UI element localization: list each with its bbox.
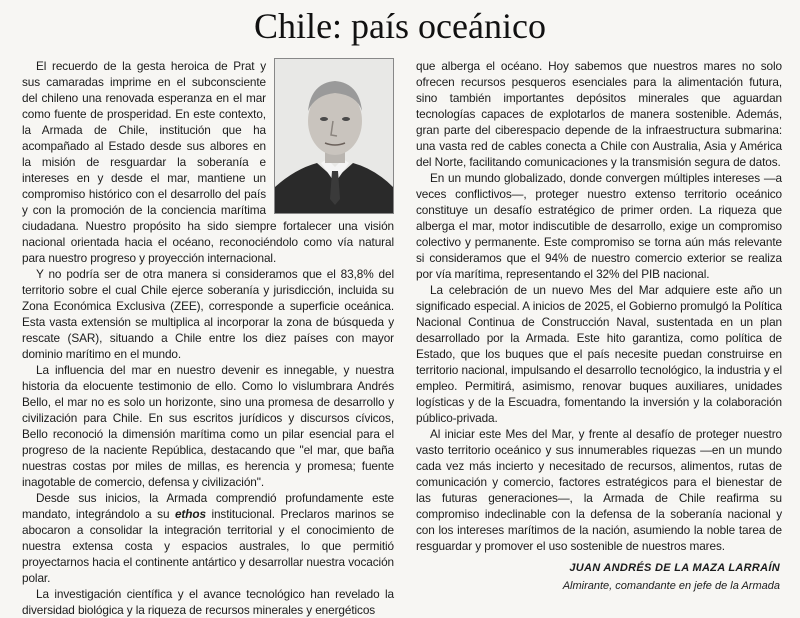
- author-role: Almirante, comandante en jefe de la Armada: [562, 580, 780, 592]
- article-title: Chile: país oceánico: [254, 6, 546, 46]
- paragraph: Al iniciar este Mes del Mar, y frente al desafío de proteger nuestro vasto territorio oceánico y sus innumerables riquezas —en un mundo cada vez más incierto y necesitado de recursos, alimentos, rutas de comunicación y comercio, factores estratégicos para el bienestar de las futuras generaciones—, la Armada de Chile reafirma su compromiso indeclinable con la defensa de la soberanía nacional y con los intereses marítimos de la nación, asumiendo la noble tarea de resguardar y promover el uso sostenible de nuestros mares.: [416, 427, 782, 553]
- ethos-emphasis: ethos: [174, 507, 206, 521]
- author-portrait-icon: [275, 59, 393, 213]
- paragraph: [22, 490, 394, 586]
- author-photo: [274, 58, 394, 214]
- author-name: JUAN ANDRÉS DE LA MAZA LARRAÍN: [569, 562, 780, 574]
- paragraph-text: Desde sus inicios, la Armada comprendió profundamente este mandato, integrándolo a su: [22, 491, 394, 521]
- paragraph: Y no podría ser de otra manera si consideramos que el 83,8% del territorio sobre el cual Chile ejerce soberanía y jurisdicción, incluida su Zona Económica Exclusiva (ZEE), corresponde a superficie oceánica. Esta vasta extensión se multiplica al incorporar la zona de búsqueda y rescate (SAR), situando a Chile entre los diez países con mayor dominio marítimo en el mundo.: [22, 267, 394, 361]
- paragraph: que alberga el océano. Hoy sabemos que nuestros mares no solo ofrecen recursos pesqueros esenciales para la alimentación futura, sino también importantes depósitos minerales que aguardan tecnologías capaces de explotarlos de manera sostenible. Además, gran parte del ciberespacio depende de la infraestructura submarina: una vasta red de cables conecta a Chile con Australia, Asia y América del Norte, facilitando comunicaciones y la transmisión segura de datos.: [416, 59, 782, 169]
- paragraph: La influencia del mar en nuestro devenir es innegable, y nuestra historia da elocuente testimonio de ello. Como lo vislumbrara Andrés Bello, el mar no es solo un horizonte, sino una promesa de desarrollo y civilización para Chile. En sus escritos jurídicos y discursos cívicos, Bello reconoció la dimensión marítima como un pilar esencial para el progreso de la naciente República, destacando que "el mar, que baña nuestras costas por miles de millas, es herencia y promesa; fuente inagotable de comercio, defensa y civilización".: [22, 363, 394, 489]
- article-column-left: [22, 58, 394, 617]
- paragraph: En un mundo globalizado, donde convergen múltiples intereses —a veces conflictivos—, proteger nuestro extenso territorio oceánico constituye un desafío estratégico de primer orden. La riqueza que alberga el mar, motor indiscutible de desarrollo, exige un compromiso colectivo y permanente. Este compromiso se torna aún más relevante si consideramos que el 94% de nuestro comercio exterior se realiza por vía marítima, representando el 32% del PIB nacional.: [416, 171, 782, 281]
- article-column-right: [416, 58, 782, 568]
- paragraph-text: El recuerdo de la gesta heroica de Prat y sus camaradas imprime en el subconsciente del chileno una renovada esperanza en el mar como fuente de prosperidad. En este contexto, la Armada de Chile, institución que ha acompañado al Estado desde sus albores en la misión de resguardar la soberanía e intereses en y desde el mar, mantiene un compromiso histórico con el desarrollo del país y con la promoción de la conciencia marítima ciudadana. Nuestro propósito ha sido siempre fortalecer una visión nacional orientada hacia el océano, reconociéndolo como vía natural para nuestro progreso y proyección internacional.: [22, 59, 394, 265]
- paragraph: [22, 58, 394, 266]
- paragraph: La investigación científica y el avance tecnológico han revelado la diversidad biológica y la riqueza de recursos minerales y energéticos: [22, 587, 394, 617]
- paragraph: La celebración de un nuevo Mes del Mar adquiere este año un significado especial. A inicios de 2025, el Gobierno promulgó la Política Nacional Continua de Construcción Naval, sustentada en un plan desarrollado por la Armada. Este hito garantiza, como política de Estado, que los buques que el país necesite puedan construirse en territorio nacional, impulsando el desarrollo tecnológico, la industria y el empleo. Permitirá, asimismo, renovar buques auxiliares, unidades logísticas y de la Escuadra, fomentando la inversión y la colaboración público-privada.: [416, 283, 782, 425]
- paragraph-text: institucional. Preclaros marinos se abocaron a consolidar la integración territorial y el conocimiento de nuestra extensa costa y espacios australes, lo que permitió proyectarnos hacia el continente antártico y desarrollar nuestra vocación polar.: [22, 507, 394, 585]
